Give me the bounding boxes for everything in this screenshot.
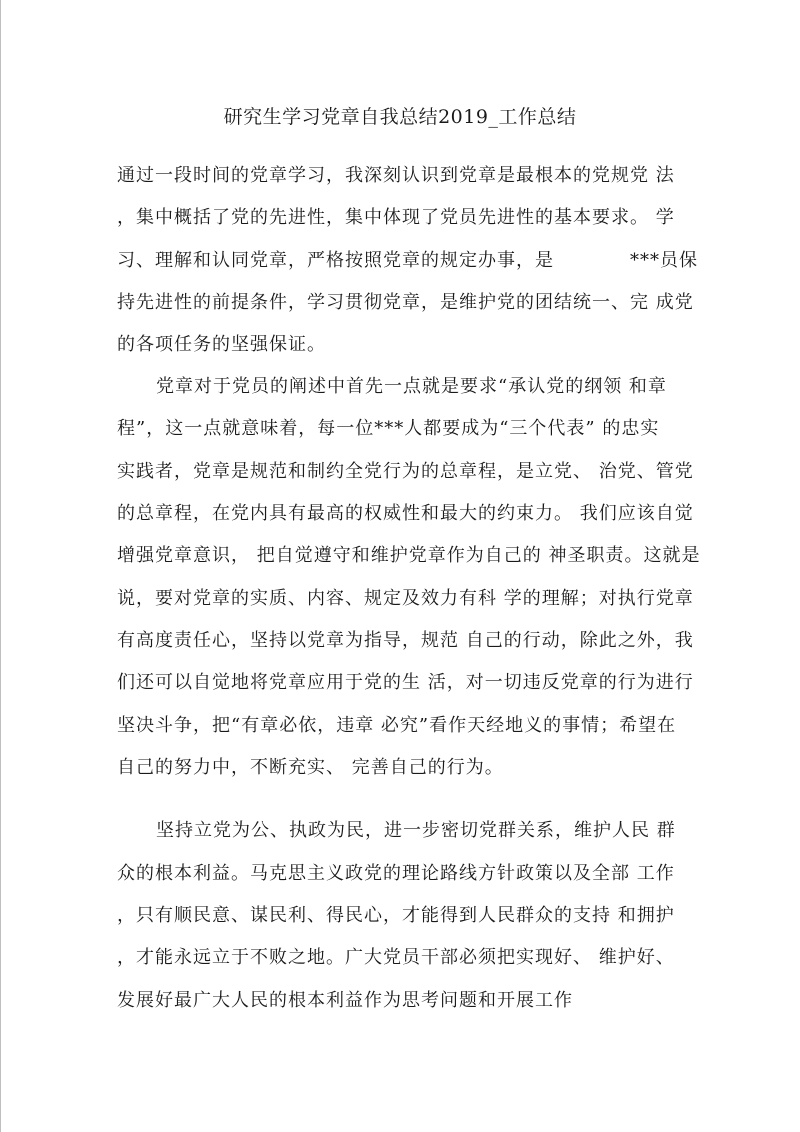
page-edge-divider bbox=[0, 0, 1, 1132]
text-line: 增强党章意识， 把自觉遵守和维护党章作为自己的 神圣职责。这就是 bbox=[117, 545, 701, 566]
text-line: 习、理解和认同党章，严格按照党章的规定办事，是 ***员保 bbox=[117, 250, 698, 271]
text-line: 众的根本利益。马克思主义政党的理论路线方针政策以及全部 工作 bbox=[117, 863, 675, 884]
text-line: ，才能永远立于不败之地。广大党员干部必须把实现好、 维护好、 bbox=[117, 947, 675, 968]
text-line: 坚决斗争，把“有章必依，违章 必究”看作天经地义的事情；希望在 bbox=[117, 715, 677, 736]
text-line: 说，要对党章的实质、内容、规定及效力有科 学的理解；对执行党章 bbox=[117, 588, 694, 609]
text-line: 的各项任务的坚强保证。 bbox=[117, 334, 326, 355]
text-line: 的总章程，在党内具有最高的权威性和最大的约束力。 我们应该自觉 bbox=[117, 503, 694, 524]
text-line: 坚持立党为公、执政为民，进一步密切党群关系，维护人民 群 bbox=[156, 820, 676, 841]
text-line: 党章对于党员的阐述中首先一点就是要求“承认党的纲领 和章 bbox=[156, 376, 667, 397]
text-line: 发展好最广大人民的根本利益作为思考问题和开展工作 bbox=[117, 990, 573, 1011]
text-line: 程”，这一点就意味着，每一位***人都要成为“三个代表” 的忠实 bbox=[117, 418, 660, 439]
text-line: ，只有顺民意、谋民利、得民心，才能得到人民群众的支持 和拥护 bbox=[117, 905, 675, 926]
text-line: 们还可以自觉地将党章应用于党的生 活，对一切违反党章的行为进行 bbox=[117, 672, 694, 693]
text-line: ，集中概括了党的先进性，集中体现了党员先进性的基本要求。 学 bbox=[117, 207, 675, 228]
text-line: 实践者，党章是规范和制约全党行为的总章程，是立党、 治党、管党 bbox=[117, 461, 694, 482]
text-line: 通过一段时间的党章学习，我深刻认识到党章是最根本的党规党 法 bbox=[117, 165, 675, 186]
document-title: 研究生学习党章自我总结2019_工作总结 bbox=[223, 106, 577, 128]
text-line: 自己的努力中，不断充实、 完善自己的行为。 bbox=[117, 757, 504, 778]
text-line: 持先进性的前提条件，学习贯彻党章，是维护党的团结统一、完 成党 bbox=[117, 292, 694, 313]
text-line: 有高度责任心，坚持以党章为指导，规范 自己的行动，除此之外，我 bbox=[117, 630, 694, 651]
